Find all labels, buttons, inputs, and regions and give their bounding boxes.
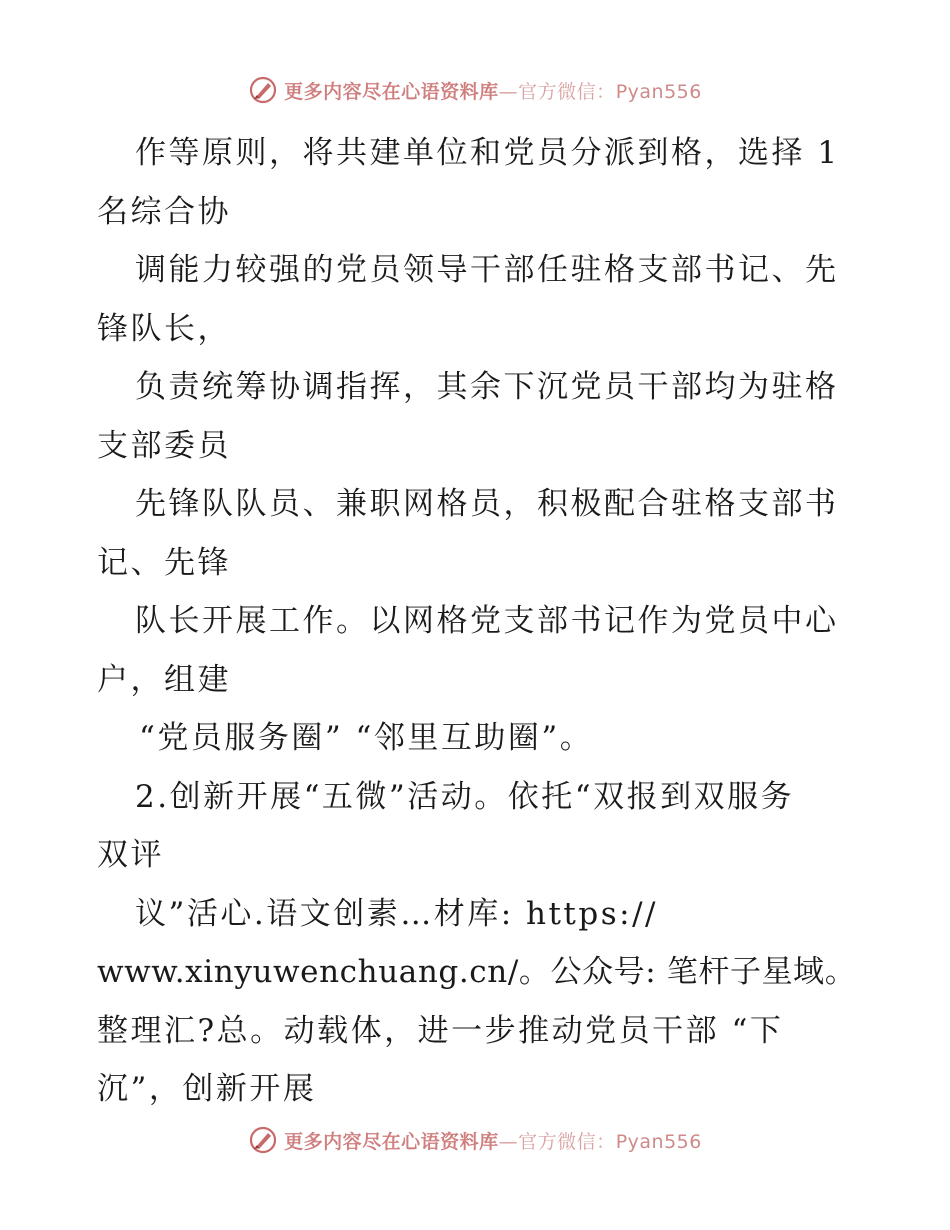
- body-line: 议”活心.语文创素…材库: https://: [135, 895, 658, 932]
- document-body: [97, 124, 857, 1119]
- body-line: 整理汇?总。动载体，进一步推动党员干部 “下: [97, 1012, 784, 1049]
- body-line: 支部委员: [97, 427, 231, 464]
- body-line: 作等原则，将共建单位和党员分派到格，选择 1: [135, 135, 840, 171]
- body-line: 负责统筹协调指挥，其余下沉党员干部均为驻格: [135, 369, 839, 405]
- body-line: 2.创新开展“五微”活动。依托“双报到双服务: [135, 778, 795, 815]
- header-watermark: [0, 72, 950, 108]
- body-line: 先锋队队员、兼职网格员，积极配合驻格支部书: [135, 486, 839, 522]
- body-line: 名综合协: [97, 193, 231, 230]
- body-line: 锋队长，: [97, 310, 231, 347]
- body-line: 调能力较强的党员领导干部任驻格支部书记、先: [135, 252, 839, 288]
- body-line: 双评: [97, 837, 164, 873]
- pen-logo-icon: [248, 75, 278, 105]
- body-line: 户，组建: [97, 661, 231, 698]
- body-line: 沉”，创新开展: [97, 1071, 317, 1107]
- pen-logo-icon: [248, 1125, 278, 1155]
- body-line: 队长开展工作。以网格党支部书记作为党员中心: [135, 603, 839, 639]
- body-line: 记、先锋: [97, 544, 231, 581]
- watermark-text: 更多内容尽在心语资料库—官方微信：Pyan556: [284, 1130, 702, 1153]
- watermark-text: 更多内容尽在心语资料库—官方微信：Pyan556: [284, 80, 702, 103]
- body-line: “党员服务圈” “邻里互助圈”。: [139, 720, 594, 756]
- body-line: www.xinyuwenchuang.cn/。公众号: 笔杆子星域。: [97, 954, 857, 990]
- footer-watermark: [0, 1122, 950, 1158]
